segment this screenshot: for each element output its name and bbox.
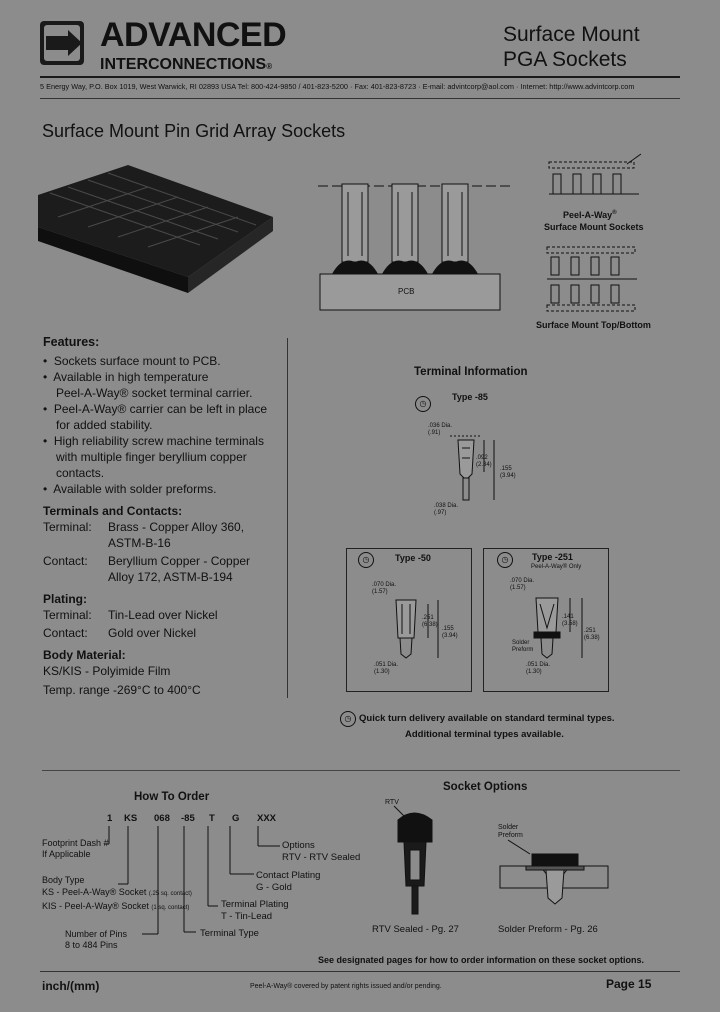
ks-option: KS - Peel-A-Way® Socket: [42, 887, 147, 897]
contact-line: 5 Energy Way, P.O. Box 1019, West Warwick, RI 02893 USA Tel: 800-424-9850 / 401-823-5200 · Fax: 401-823-8723 · E-mail: advintcorp@aol.com · Internet: http://www.advintcorp.com: [40, 82, 635, 91]
dim-value: .155: [442, 626, 454, 632]
contact-spec-label: Contact:: [43, 554, 88, 568]
dim-251-a: [510, 578, 534, 592]
type-50-label: Type -50: [395, 553, 431, 563]
options-label: [282, 840, 360, 864]
page-number: Page 15: [606, 977, 652, 991]
top-bottom-label: Surface Mount Top/Bottom: [536, 320, 651, 330]
dim-85-a: [428, 423, 452, 437]
feature-text: Sockets surface mount to PCB.: [53, 354, 221, 368]
dim-50-a: [372, 582, 396, 596]
top-bottom-figure: [547, 243, 647, 319]
column-divider: [287, 338, 288, 698]
dim-85-c: [500, 466, 516, 480]
dim-value: .092: [476, 455, 488, 461]
cross-section-diagram: [318, 170, 518, 320]
socket-options-note: See designated pages for how to order information on these socket options.: [318, 955, 645, 965]
header-rule: [40, 76, 680, 78]
terminal-spec-values: [108, 519, 244, 551]
temp-range: Temp. range -269°C to 400°C: [43, 683, 201, 697]
dim-85-d: [434, 503, 458, 517]
dim-251-c: [584, 628, 600, 642]
feature-text: with multiple finger beryllium copper: [56, 450, 247, 464]
feature-item: • High reliability screw machine terminals: [43, 434, 264, 448]
feature-item: • Sockets surface mount to PCB.: [43, 354, 221, 368]
quick-turn-icon: ◷: [497, 552, 513, 568]
peel-away-label-text: Peel-A-Way: [563, 210, 613, 220]
units-label: inch/(mm): [42, 979, 100, 993]
dim-85-b: [476, 455, 492, 469]
socket-photo: [38, 165, 278, 305]
dim-value-mm: (1.30): [374, 669, 390, 675]
peel-away-figure: [549, 160, 649, 200]
quick-turn-note: Quick turn delivery available on standard terminal types.: [359, 713, 615, 724]
body-material-heading: Body Material:: [43, 648, 126, 662]
order-code-part: XXX: [257, 813, 277, 824]
dim-value: .251: [422, 615, 434, 621]
header-title: [503, 22, 640, 72]
patent-note: Peel-A-Way® covered by patent rights issued and/or pending.: [250, 983, 442, 990]
dim-value-mm: (6.38): [422, 622, 438, 628]
contact-spec-value: Alloy 172, ASTM-B-194: [108, 570, 233, 584]
feature-item: • Available in high temperature: [43, 370, 209, 384]
number-of-pins-label: [65, 929, 127, 951]
dim-value-mm: (3.94): [500, 473, 516, 479]
plating-heading: Plating:: [43, 592, 87, 606]
plating-terminal-label: Terminal:: [43, 608, 92, 622]
dim-value: .070 Dia.: [510, 578, 535, 584]
dim-value-mm: (2.34): [476, 462, 492, 468]
quick-turn-icon: ◷: [358, 552, 374, 568]
ks-option-note: (.25 sq. contact): [148, 891, 192, 897]
how-to-order-heading: How To Order: [134, 791, 210, 803]
feature-item: • Peel-A-Way® carrier can be left in place: [43, 402, 268, 416]
plating-terminal-row: [43, 607, 283, 623]
dim-50-c: [442, 626, 458, 640]
contact-spec-row: [43, 553, 283, 585]
quick-turn-icon: ◷: [340, 711, 356, 727]
order-code-part: KS: [124, 813, 138, 824]
body-material-line: KS/KIS - Polyimide Film: [43, 664, 171, 678]
plating-contact-label: Contact:: [43, 626, 88, 640]
dim-value: .070 Dia.: [372, 582, 397, 588]
section-divider: [42, 770, 680, 771]
peel-away-label: [563, 210, 617, 220]
dim-value: .051 Dia.: [526, 662, 551, 668]
peel-away-reg: ®: [612, 210, 617, 216]
rtv-sealed-drawing: [392, 806, 452, 926]
dim-value: .051 Dia.: [374, 662, 399, 668]
footprint-subtext: If Applicable: [42, 849, 91, 859]
terminal-plating-text: Terminal Plating: [221, 899, 289, 910]
terminal-spec-value: ASTM-B-16: [108, 536, 171, 550]
dim-251-d: [526, 662, 550, 676]
socket-options-heading: Socket Options: [443, 781, 528, 793]
number-of-pins-text: Number of Pins: [65, 929, 128, 939]
dim-251-b: [562, 614, 578, 628]
kis-option-note: (1 sq. contact): [151, 905, 190, 911]
solder-preform-label: Solder Preform: [498, 824, 523, 839]
pins-range-text: 8 to 484 Pins: [65, 940, 118, 950]
dim-251-preform: Solder Preform: [512, 640, 534, 653]
dim-value-mm: (3.58): [562, 621, 578, 627]
terminal-info-heading: Terminal Information: [414, 366, 528, 378]
dim-value-mm: (.91): [428, 430, 441, 436]
dim-value-mm: (1.57): [510, 585, 526, 591]
features-heading: Features:: [43, 335, 100, 349]
type-85-label: Type -85: [452, 392, 488, 402]
dim-value-mm: (.97): [434, 510, 447, 516]
plating-contact-value: Gold over Nickel: [108, 626, 197, 640]
registered-mark: ®: [266, 62, 273, 71]
brand-subtitle-text: INTERCONNECTIONS: [100, 56, 267, 73]
contact-spec-value: Beryllium Copper - Copper: [108, 554, 251, 568]
dim-50-b: [422, 615, 438, 629]
terminal-spec-value: Brass - Copper Alloy 360,: [108, 520, 245, 534]
terminals-heading: Terminals and Contacts:: [43, 504, 183, 518]
terminal-spec-label: Terminal:: [43, 520, 92, 534]
contact-plating-label: [256, 870, 320, 894]
dim-value-mm: (6.38): [584, 635, 600, 641]
type-85-terminal-drawing: [450, 420, 530, 530]
plating-contact-row: [43, 625, 283, 641]
dim-value: .038 Dia.: [434, 503, 459, 509]
contact-spec-values: [108, 553, 250, 585]
body-type-label: [42, 874, 192, 914]
feature-text: High reliability screw machine terminals: [53, 434, 264, 448]
footprint-text: Footprint Dash #: [42, 838, 109, 848]
solder-preform-caption: Solder Preform - Pg. 26: [498, 924, 598, 935]
dim-value-mm: (1.57): [372, 589, 388, 595]
contact-plating-text: Contact Plating: [256, 870, 321, 881]
rtv-label: RTV: [385, 799, 399, 806]
pcb-label: PCB: [398, 287, 415, 296]
terminal-plating-label: [221, 899, 289, 923]
feature-text: for added stability.: [56, 418, 153, 432]
contact-plating-value: G - Gold: [256, 882, 292, 893]
brand-name: ADVANCED: [100, 16, 287, 54]
order-code-part: G: [232, 813, 240, 824]
options-text: Options: [282, 840, 315, 851]
header-title-line1: Surface Mount: [503, 23, 640, 46]
feature-text: Peel-A-Way® carrier can be left in place: [53, 402, 268, 416]
rtv-caption: RTV Sealed - Pg. 27: [372, 924, 459, 935]
dim-value: .251: [584, 628, 596, 634]
dim-value-mm: (1.30): [526, 669, 542, 675]
terminal-spec-row: [43, 519, 283, 551]
feature-text: Available in high temperature: [53, 370, 209, 384]
feature-text: Available with solder preforms.: [53, 482, 217, 496]
peel-away-label-2: Surface Mount Sockets: [544, 222, 644, 232]
options-value: RTV - RTV Sealed: [282, 852, 361, 863]
header-title-line2: PGA Sockets: [503, 48, 627, 71]
additional-types-note: Additional terminal types available.: [405, 729, 564, 740]
logo-emblem: [38, 18, 98, 78]
terminal-plating-value: T - Tin-Lead: [221, 911, 273, 922]
terminal-type-label: Terminal Type: [200, 928, 259, 939]
feature-item: • Available with solder preforms.: [43, 482, 217, 496]
order-code-part: T: [209, 813, 215, 824]
footer-rule: [40, 971, 680, 972]
features-section: [43, 334, 283, 698]
dim-value-mm: (3.94): [442, 633, 458, 639]
type-251-note: Peel-A-Way® Only: [531, 564, 582, 570]
dim-value: .141: [562, 614, 574, 620]
order-code-part: -85: [181, 813, 195, 824]
dim-value: .036 Dia.: [428, 423, 453, 429]
kis-option: KIS - Peel-A-Way® Socket: [42, 901, 149, 911]
footprint-label: [42, 838, 109, 860]
order-code-part: 068: [154, 813, 170, 824]
body-type-text: Body Type: [42, 875, 85, 885]
page-title: Surface Mount Pin Grid Array Sockets: [42, 121, 346, 141]
solder-preform-drawing: [500, 840, 610, 920]
plating-terminal-value: Tin-Lead over Nickel: [108, 608, 218, 622]
brand-subtitle: [100, 56, 272, 76]
feature-text: Peel-A-Way® socket terminal carrier.: [56, 386, 253, 400]
dim-value: .155: [500, 466, 512, 472]
quick-turn-icon: ◷: [415, 396, 431, 412]
order-code-part: 1: [107, 813, 113, 824]
feature-text: contacts.: [56, 466, 105, 480]
type-251-label: Type -251: [532, 552, 573, 562]
contact-rule: [40, 98, 680, 99]
dim-50-d: [374, 662, 398, 676]
